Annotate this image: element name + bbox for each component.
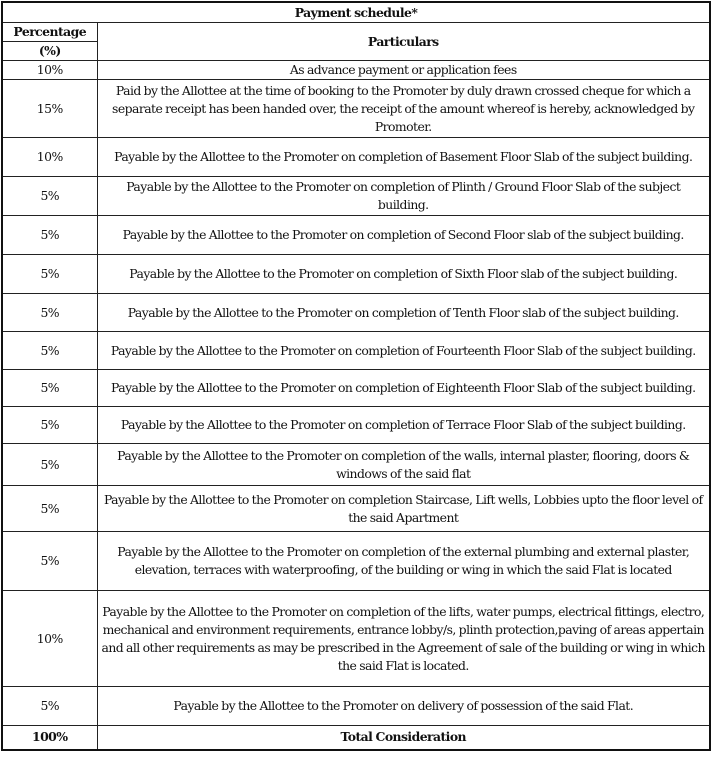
table-title-row [2, 2, 710, 23]
particulars-cell: Payable by the Allottee to the Promoter on completion Staircase, Lift wells, Lobbies upto the floor level of the said Apartment [97, 486, 710, 532]
particulars-cell: Payable by the Allottee to the Promoter on completion of Second Floor slab of the subject building. [97, 216, 710, 255]
percentage-cell: 5% [2, 486, 97, 532]
header-row [2, 23, 710, 42]
percentage-cell: 5% [2, 255, 97, 294]
particulars-cell: Paid by the Allottee at the time of booking to the Promoter by duly drawn crossed cheque for which a separate receipt has been handed over, the receipt of the amount whereof is hereby, acknowledged by Promoter. [97, 80, 710, 138]
table-row [2, 61, 710, 80]
percentage-cell: 15% [2, 80, 97, 138]
particulars-header: Particulars [97, 23, 710, 61]
percentage-cell: 5% [2, 332, 97, 370]
table-row [2, 177, 710, 216]
percentage-cell: 10% [2, 138, 97, 177]
particulars-cell: Payable by the Allottee to the Promoter on delivery of possession of the said Flat. [97, 687, 710, 726]
total-label: Total Consideration [97, 726, 710, 750]
particulars-cell: Payable by the Allottee to the Promoter on completion of Terrace Floor Slab of the subject building. [97, 407, 710, 444]
percentage-header: Percentage [2, 23, 97, 42]
particulars-cell: Payable by the Allottee to the Promoter on completion of Basement Floor Slab of the subject building. [97, 138, 710, 177]
percentage-cell: 5% [2, 444, 97, 486]
table-row [2, 532, 710, 591]
table-row [2, 370, 710, 407]
particulars-cell: Payable by the Allottee to the Promoter on completion of Plinth / Ground Floor Slab of the subject building. [97, 177, 710, 216]
particulars-cell: Payable by the Allottee to the Promoter on completion of Eighteenth Floor Slab of the subject building. [97, 370, 710, 407]
particulars-cell: Payable by the Allottee to the Promoter on completion of Tenth Floor slab of the subject building. [97, 294, 710, 332]
total-row [2, 726, 710, 750]
table-row [2, 486, 710, 532]
total-percentage: 100% [2, 726, 97, 750]
table-row [2, 80, 710, 138]
payment-schedule-table [1, 1, 711, 751]
table-row [2, 138, 710, 177]
table-title: Payment schedule* [2, 2, 710, 23]
table-row [2, 407, 710, 444]
particulars-cell: Payable by the Allottee to the Promoter on completion of the lifts, water pumps, electrical fittings, electro, mechanical and environment requirements, entrance lobby/s, plinth protection,paving of areas appertain and all other requirements as may be prescribed in the Agreement of sale of the building or wing in which the said Flat is located. [97, 591, 710, 687]
table-row [2, 687, 710, 726]
percentage-cell: 5% [2, 294, 97, 332]
percentage-cell: 5% [2, 532, 97, 591]
table-row [2, 294, 710, 332]
particulars-cell: Payable by the Allottee to the Promoter on completion of Fourteenth Floor Slab of the subject building. [97, 332, 710, 370]
table-row [2, 255, 710, 294]
percentage-cell: 5% [2, 216, 97, 255]
particulars-cell: Payable by the Allottee to the Promoter on completion of the external plumbing and external plaster, elevation, terraces with waterproofing, of the building or wing in which the said Flat is located [97, 532, 710, 591]
percentage-cell: 10% [2, 61, 97, 80]
percentage-cell: 5% [2, 687, 97, 726]
table-row [2, 444, 710, 486]
percentage-unit-header: (%) [2, 42, 97, 61]
percentage-cell: 10% [2, 591, 97, 687]
particulars-cell: As advance payment or application fees [97, 61, 710, 80]
percentage-cell: 5% [2, 370, 97, 407]
particulars-cell: Payable by the Allottee to the Promoter on completion of the walls, internal plaster, flooring, doors & windows of the said flat [97, 444, 710, 486]
percentage-cell: 5% [2, 177, 97, 216]
percentage-cell: 5% [2, 407, 97, 444]
table-row [2, 216, 710, 255]
particulars-cell: Payable by the Allottee to the Promoter on completion of Sixth Floor slab of the subject building. [97, 255, 710, 294]
table-row [2, 591, 710, 687]
table-row [2, 332, 710, 370]
